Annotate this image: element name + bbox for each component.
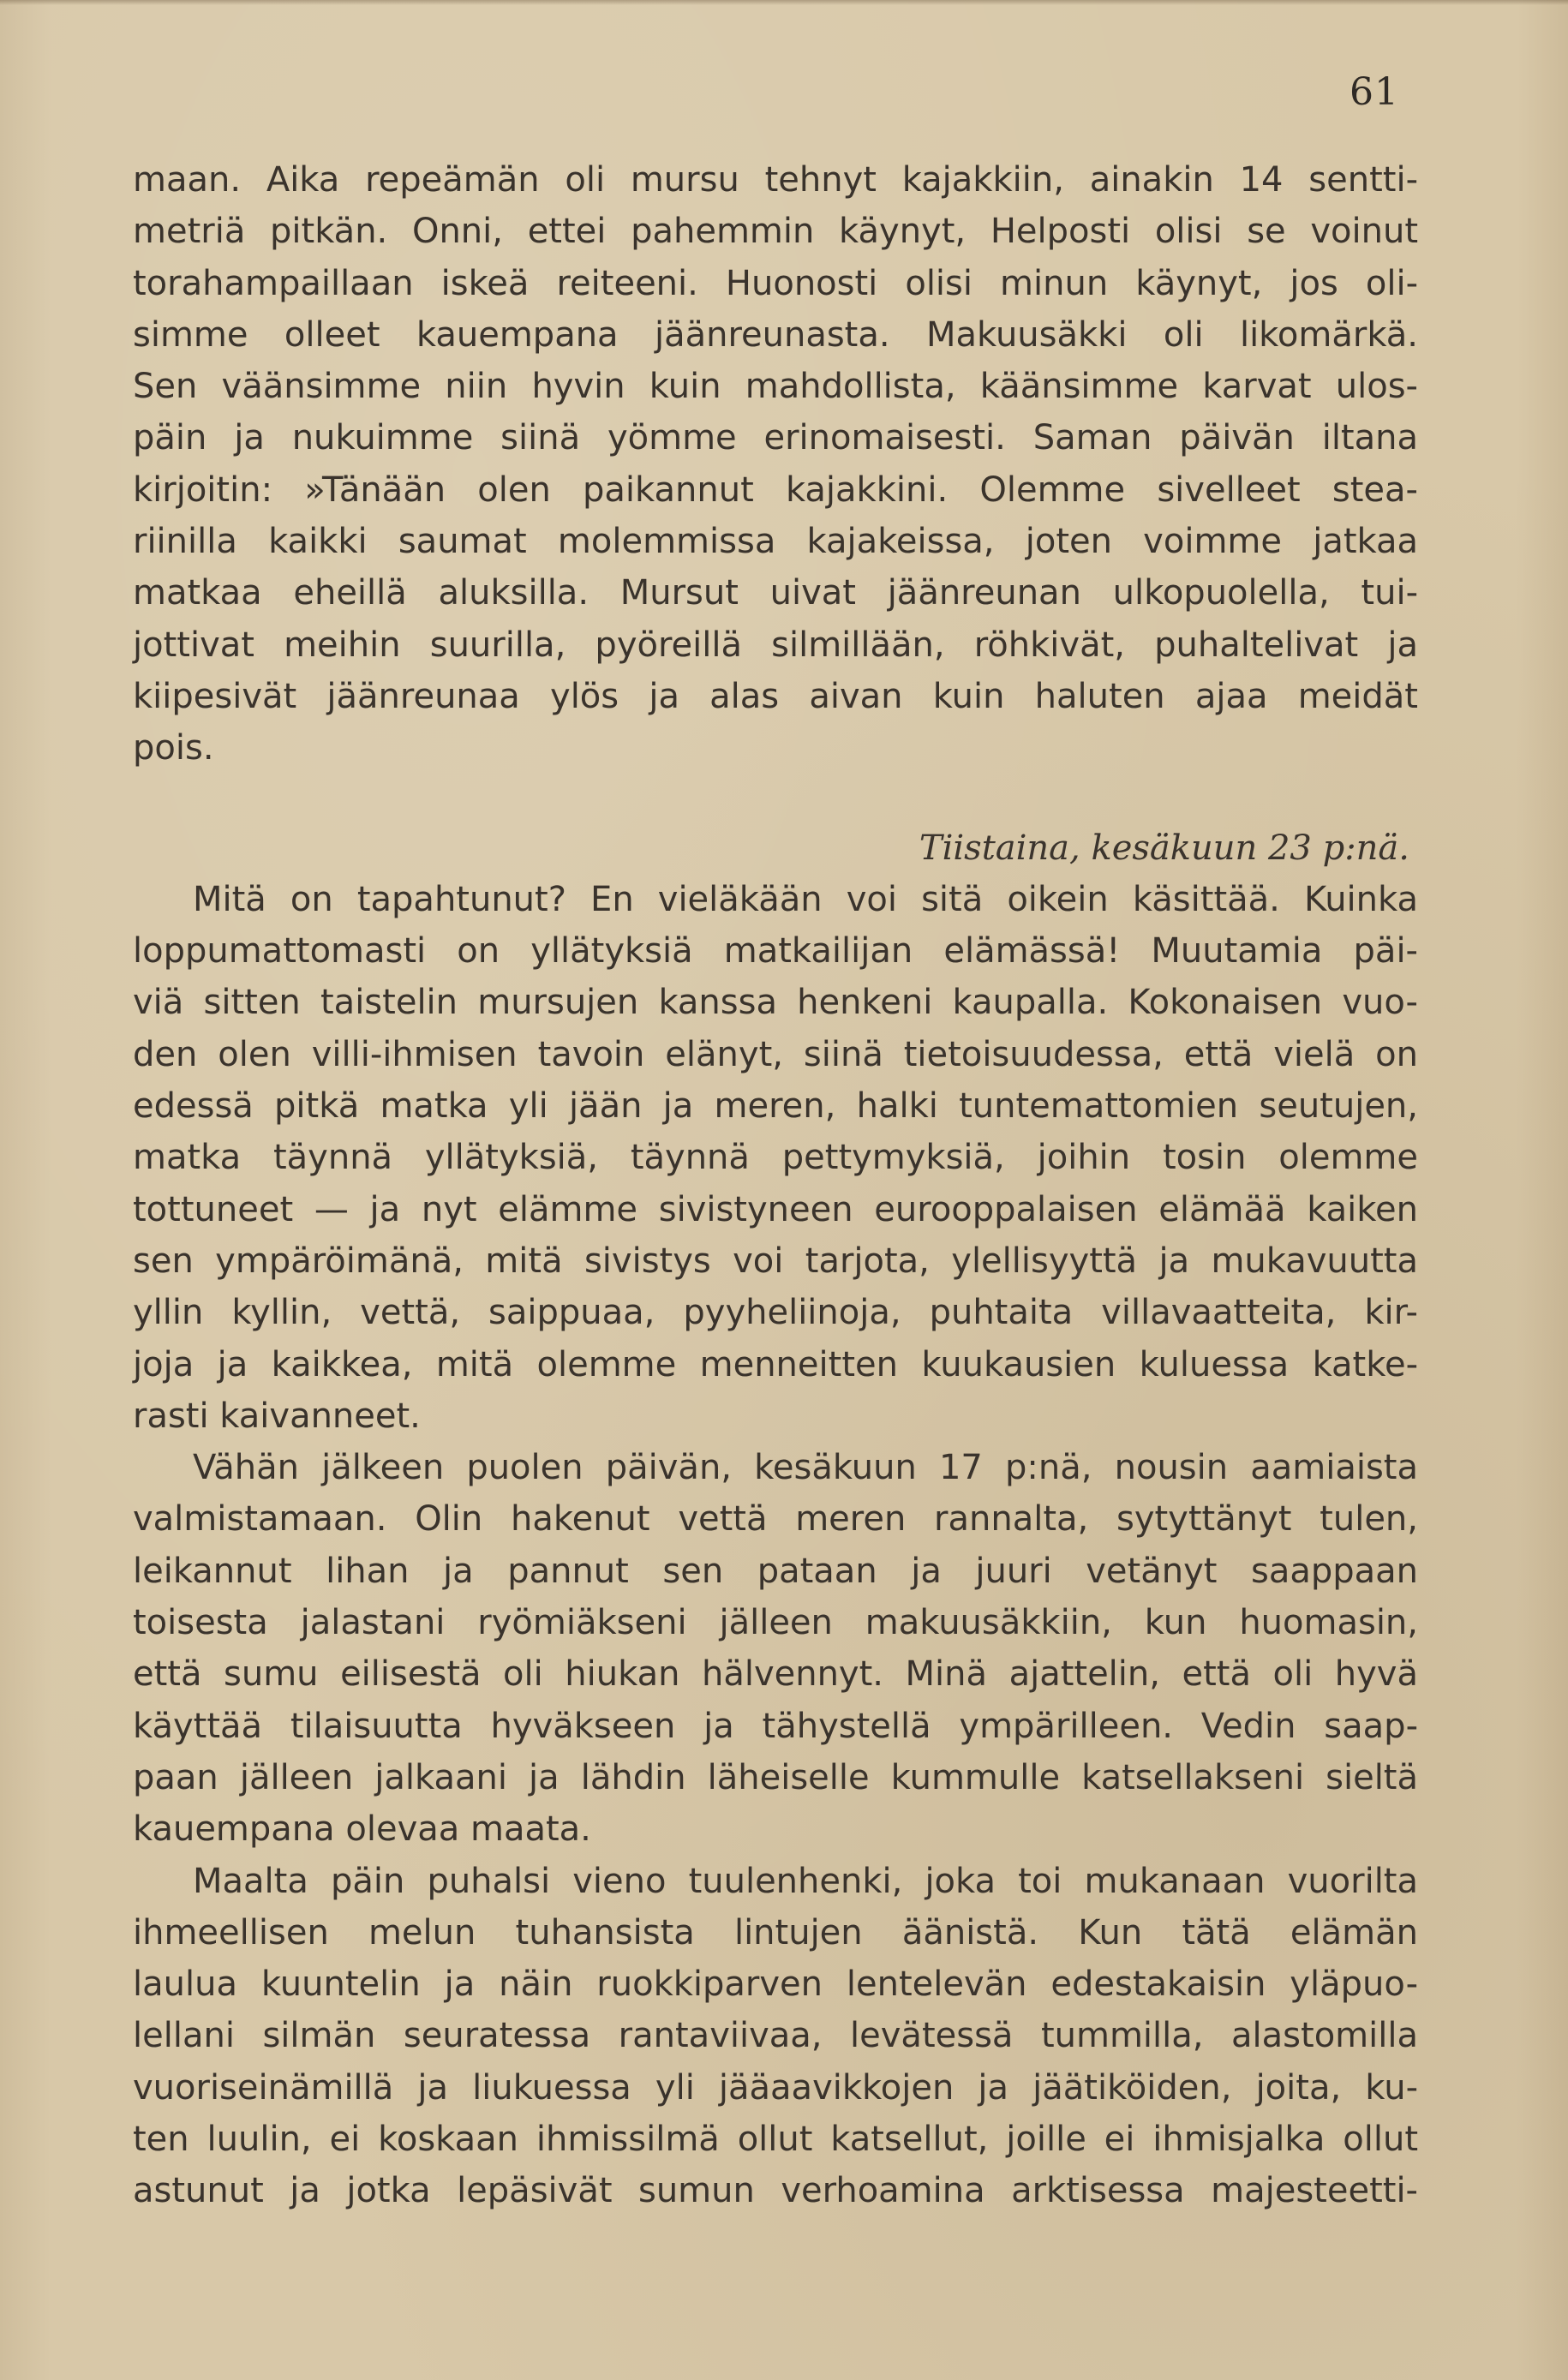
text-line: Vähän jälkeen puolen päivän, kesäkuun 17 p:nä, nousin aamiaista bbox=[193, 1448, 1418, 1488]
text-line: Mitä on tapahtunut? En vieläkään voi sitä oikein käsittää. Kuinka bbox=[193, 879, 1418, 919]
text-line: tottuneet — ja nyt elämme sivistyneen eurooppalaisen elämää kaiken bbox=[133, 1189, 1418, 1229]
paragraph-1 bbox=[133, 154, 1418, 774]
text-line: maan. Aika repeämän oli mursu tehnyt kajakkiin, ainakin 14 sentti- bbox=[133, 160, 1418, 200]
text-line: sen ympäröimänä, mitä sivistys voi tarjota, ylellisyyttä ja mukavuutta bbox=[133, 1241, 1418, 1281]
text-line: käyttää tilaisuutta hyväkseen ja tähystellä ympärilleen. Vedin saap- bbox=[133, 1706, 1418, 1746]
text-line: valmistamaan. Olin hakenut vettä meren rannalta, sytyttänyt tulen, bbox=[133, 1499, 1418, 1540]
body-text bbox=[133, 154, 1418, 2217]
text-line: torahampaillaan iskeä reiteeni. Huonosti olisi minun käynyt, jos oli- bbox=[133, 263, 1418, 303]
text-line: vuoriseinämillä ja liukuessa yli jääaavikkojen ja jäätiköiden, joita, ku- bbox=[133, 2067, 1418, 2108]
text-line: toisesta jalastani ryömiäkseni jälleen makuusäkkiin, kun huomasin, bbox=[133, 1603, 1418, 1643]
text-line: jottivat meihin suurilla, pyöreillä silmillään, röhkivät, puhaltelivat ja bbox=[133, 625, 1418, 665]
text-line: ihmeellisen melun tuhansista lintujen äänistä. Kun tätä elämän bbox=[133, 1912, 1418, 1952]
text-line: pois. bbox=[133, 728, 214, 768]
text-line: laulua kuuntelin ja näin ruokkiparven lentelevän edestakaisin yläpuo- bbox=[133, 1964, 1418, 2005]
paragraph-3 bbox=[133, 1442, 1418, 1855]
text-line: viä sitten taistelin mursujen kanssa henkeni kaupalla. Kokonaisen vuo- bbox=[133, 983, 1418, 1023]
text-line: metriä pitkän. Onni, ettei pahemmin käynyt, Helposti olisi se voinut bbox=[133, 212, 1418, 252]
text-line: den olen villi-ihmisen tavoin elänyt, siinä tietoisuudessa, että vielä on bbox=[133, 1034, 1418, 1074]
text-line: leikannut lihan ja pannut sen pataan ja juuri vetänyt saappaan bbox=[133, 1551, 1418, 1591]
text-line: kirjoitin: »Tänään olen paikannut kajakkini. Olemme sivelleet stea- bbox=[133, 469, 1418, 510]
paragraph-2 bbox=[133, 874, 1418, 1442]
text-line: että sumu eilisestä oli hiukan hälvennyt. Minä ajattelin, että oli hyvä bbox=[133, 1654, 1418, 1695]
text-line: simme olleet kauempana jäänreunasta. Makuusäkki oli likomärkä. bbox=[133, 314, 1418, 355]
text-line: matka täynnä yllätyksiä, täynnä pettymyksiä, joihin tosin olemme bbox=[133, 1138, 1418, 1178]
text-line: joja ja kaikkea, mitä olemme menneitten kuukausien kuluessa katke- bbox=[133, 1344, 1418, 1384]
text-line: Maalta päin puhalsi vieno tuulenhenki, joka toi mukanaan vuorilta bbox=[193, 1861, 1418, 1901]
text-line: yllin kyllin, vettä, saippuaa, pyyheliinoja, puhtaita villavaatteita, kir- bbox=[133, 1293, 1418, 1333]
text-line: riinilla kaikki saumat molemmissa kajakeissa, joten voimme jatkaa bbox=[133, 522, 1418, 562]
diary-dateline: Tiistaina, kesäkuun 23 p:nä. bbox=[919, 828, 1409, 868]
text-line: Sen väänsimme niin hyvin kuin mahdollista, käänsimme karvat ulos- bbox=[133, 367, 1418, 407]
text-line: kauempana olevaa maata. bbox=[133, 1809, 591, 1850]
text-line: rasti kaivanneet. bbox=[133, 1396, 421, 1436]
text-line: ten luulin, ei koskaan ihmissilmä ollut katsellut, joille ei ihmisjalka ollut bbox=[133, 2119, 1418, 2159]
page-top-edge bbox=[0, 0, 1568, 5]
paragraph-4 bbox=[133, 1856, 1418, 2217]
text-line: edessä pitkä matka yli jään ja meren, halki tuntemattomien seutujen, bbox=[133, 1086, 1418, 1127]
section-gap bbox=[133, 774, 1418, 822]
text-line: kiipesivät jäänreunaa ylös ja alas aivan kuin haluten ajaa meidät bbox=[133, 676, 1418, 716]
text-line: loppumattomasti on yllätyksiä matkailijan elämässä! Muutamia päi- bbox=[133, 931, 1418, 972]
text-line: astunut ja jotka lepäsivät sumun verhoamina arktisessa majesteetti- bbox=[133, 2171, 1418, 2211]
page-number: 61 bbox=[1350, 70, 1399, 114]
text-line: matkaa eheillä aluksilla. Mursut uivat jäänreunan ulkopuolella, tui- bbox=[133, 573, 1418, 613]
text-line: lellani silmän seuratessa rantaviivaa, levätessä tummilla, alastomilla bbox=[133, 2016, 1418, 2056]
text-line: päin ja nukuimme siinä yömme erinomaisesti. Saman päivän iltana bbox=[133, 418, 1418, 458]
text-line: paan jälleen jalkaani ja lähdin läheiselle kummulle katsellakseni sieltä bbox=[133, 1757, 1418, 1797]
